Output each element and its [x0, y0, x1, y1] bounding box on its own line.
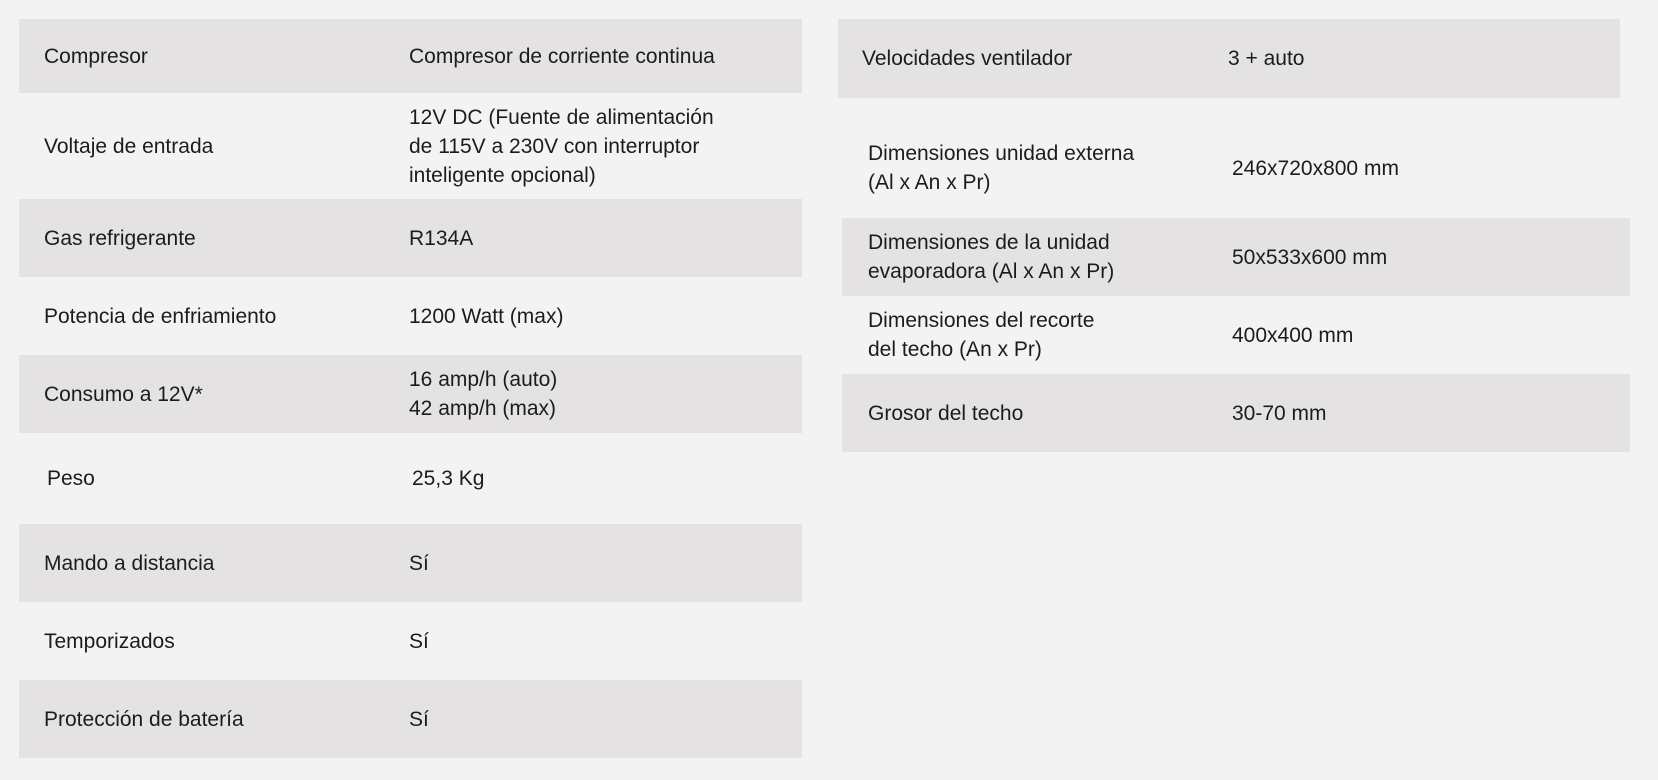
row-value: 1200 Watt (max) — [409, 304, 564, 328]
row-label: Voltaje de entrada — [44, 134, 214, 158]
row-value: 3 + auto — [1228, 47, 1305, 70]
row-label: Consumo a 12V* — [44, 382, 203, 406]
row-label: Potencia de enfriamiento — [44, 304, 277, 328]
table-row — [842, 296, 1630, 374]
table-row — [19, 680, 802, 758]
row-label: Mando a distancia — [44, 551, 215, 575]
table-row — [19, 199, 802, 277]
row-label: Temporizados — [44, 629, 175, 653]
row-value: Sí — [409, 707, 429, 731]
row-value: Compresor de corriente continua — [409, 44, 715, 68]
table-row — [19, 524, 802, 602]
row-value: 246x720x800 mm — [1232, 156, 1399, 180]
row-value: 25,3 Kg — [412, 467, 485, 490]
row-value: 400x400 mm — [1232, 323, 1354, 347]
row-label: Protección de batería — [44, 707, 244, 731]
table-row — [19, 277, 802, 355]
row-value: R134A — [409, 226, 474, 250]
row-label: Dimensiones unidad externa (Al x An x Pr) — [868, 142, 1135, 194]
row-label: Compresor — [44, 44, 148, 68]
row-value: 16 amp/h (auto) 42 amp/h (max) — [409, 368, 558, 420]
table-row — [838, 19, 1620, 98]
table-row — [19, 19, 802, 93]
row-value: 12V DC (Fuente de alimentación de 115V a 230V con interruptor inteligente opcional) — [409, 105, 714, 187]
specs-table-right — [842, 19, 1630, 452]
row-label: Velocidades ventilador — [862, 47, 1073, 70]
row-label: Dimensiones de la unidad evaporadora (Al x An x Pr) — [868, 231, 1115, 283]
row-value: 50x533x600 mm — [1232, 245, 1388, 269]
row-label: Gas refrigerante — [44, 226, 196, 250]
row-value: Sí — [409, 551, 429, 575]
table-row — [19, 602, 802, 680]
row-value: 30-70 mm — [1232, 401, 1327, 425]
table-row — [842, 218, 1630, 296]
table-row — [19, 355, 802, 433]
row-label: Grosor del techo — [868, 401, 1024, 425]
row-label: Peso — [47, 467, 95, 490]
table-row — [842, 118, 1630, 218]
table-row — [19, 433, 802, 524]
table-row — [842, 374, 1630, 452]
row-value: Sí — [409, 629, 429, 653]
table-row — [19, 93, 802, 199]
specs-table-left — [19, 19, 802, 758]
row-label: Dimensiones del recorte del techo (An x Pr) — [868, 309, 1095, 361]
